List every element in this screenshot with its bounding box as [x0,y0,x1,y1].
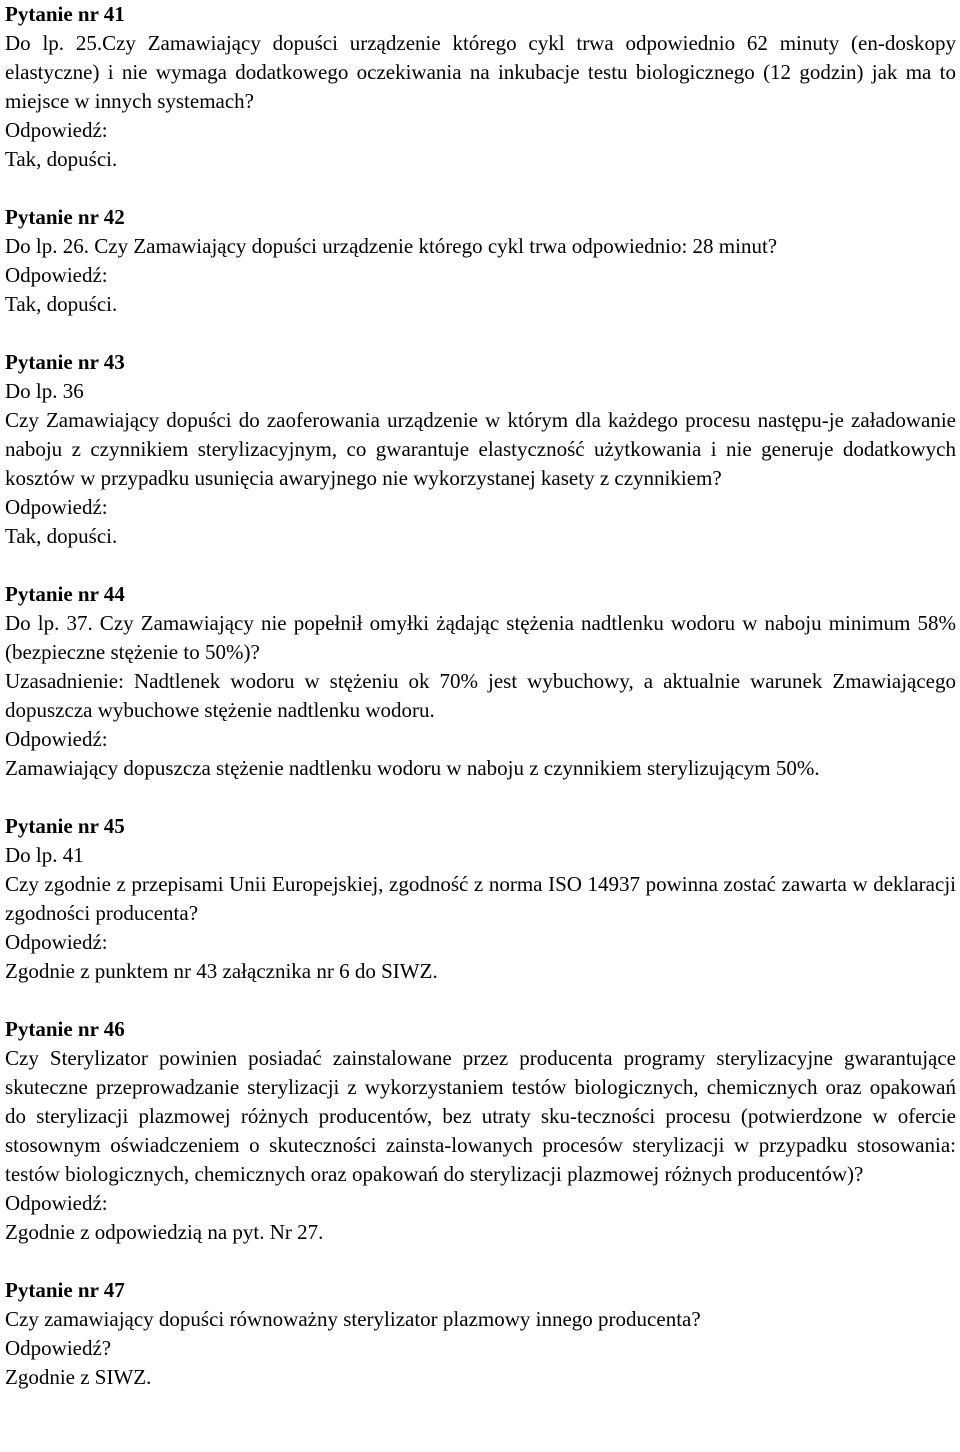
question-title: Pytanie nr 41 [5,2,125,26]
answer-text: Tak, dopuści. [5,524,118,548]
question-text: Czy zgodnie z przepisami Unii Europejskiej, zgodność z norma ISO 14937 powinna zostać zawarta w deklaracji zgodności producenta? [5,872,956,925]
question-text: Czy Zamawiający dopuści do zaoferowania urządzenie w którym dla każdego procesu następu-je załadowanie naboju z czynnikiem sterylizacyjnym, co gwarantuje elastyczność użytkowania i nie generuje dodatkowych kosztów w przypadku usunięcia awaryjnego nie wykorzystanej kasety z czynnikiem? [5,408,956,490]
question-42 [5,203,956,319]
answer-text: Tak, dopuści. [5,147,118,171]
question-text: Czy Sterylizator powinien posiadać zainstalowane przez producenta programy sterylizacyjne gwarantujące skuteczne przeprowadzanie sterylizacji z wykorzystaniem testów biologicznych, chemicznych oraz opakowań do sterylizacji plazmowej różnych producentów, bez utraty sku-teczności procesu (potwierdzone w ofercie stosownym oświadczeniem o skuteczności zainsta-lowanych procesów sterylizacji w przypadku stosowania: testów biologicznych, chemicznych oraz opakowań do sterylizacji plazmowej różnych producentów)? [5,1046,956,1186]
answer-label: Odpowiedź: [5,263,108,287]
answer-label: Odpowiedź: [5,930,108,954]
question-41 [5,0,956,174]
question-45 [5,812,956,986]
question-46 [5,1015,956,1247]
answer-text: Zamawiający dopuszcza stężenie nadtlenku wodoru w naboju z czynnikiem sterylizującym 50%. [5,756,820,780]
question-title: Pytanie nr 47 [5,1278,125,1302]
question-text: Czy zamawiający dopuści równoważny sterylizator plazmowy innego producenta? [5,1307,701,1331]
answer-text: Zgodnie z odpowiedzią na pyt. Nr 27. [5,1220,324,1244]
question-text: Do lp. 37. Czy Zamawiający nie popełnił omyłki żądając stężenia nadtlenku wodoru w naboju minimum 58% (bezpieczne stężenie to 50%)? [5,611,956,664]
answer-label: Odpowiedź: [5,118,108,142]
answer-label: Odpowiedź: [5,1191,108,1215]
answer-text: Zgodnie z punktem nr 43 załącznika nr 6 do SIWZ. [5,959,438,983]
question-title: Pytanie nr 46 [5,1017,125,1041]
answer-text: Tak, dopuści. [5,292,118,316]
answer-label: Odpowiedź: [5,727,108,751]
question-ref: Do lp. 41 [5,843,84,867]
question-justification: Uzasadnienie: Nadtlenek wodoru w stężeniu ok 70% jest wybuchowy, a aktualnie warunek Zmawiającego dopuszcza wybuchowe stężenie nadtlenku wodoru. [5,669,956,722]
question-title: Pytanie nr 44 [5,582,125,606]
question-title: Pytanie nr 45 [5,814,125,838]
question-title: Pytanie nr 42 [5,205,125,229]
question-43 [5,348,956,551]
question-47 [5,1276,956,1392]
question-ref: Do lp. 36 [5,379,84,403]
question-44 [5,580,956,783]
answer-label: Odpowiedź? [5,1336,112,1360]
answer-text: Zgodnie z SIWZ. [5,1365,152,1389]
question-text: Do lp. 26. Czy Zamawiający dopuści urządzenie którego cykl trwa odpowiednio: 28 minut? [5,234,778,258]
question-text: Do lp. 25.Czy Zamawiający dopuści urządzenie którego cykl trwa odpowiednio 62 minuty (en-doskopy elastyczne) i nie wymaga dodatkowego oczekiwania na inkubacje testu biologicznego (12 godzin) jak ma to miejsce w innych systemach? [5,31,956,113]
question-title: Pytanie nr 43 [5,350,125,374]
answer-label: Odpowiedź: [5,495,108,519]
